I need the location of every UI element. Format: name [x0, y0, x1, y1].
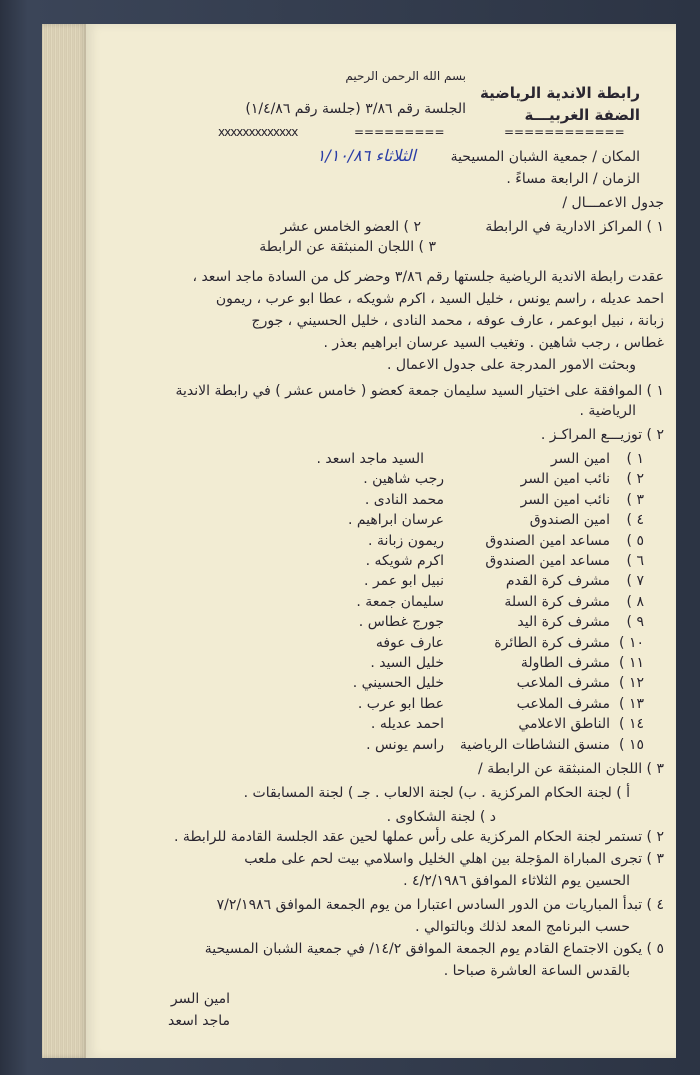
body-line: زبانة ، نبيل ابوعمر ، عارف عوفه ، محمد النادى ، خليل الحسيني ، جورج [251, 313, 664, 329]
position-role: نائب امين السر [520, 491, 610, 508]
signature-name: ماجد اسعد [168, 1013, 230, 1029]
position-name: عرسان ابراهيم . [347, 512, 444, 529]
position-role: مشرف كرة الطائرة [494, 634, 610, 651]
position-name: رجب شاهين . [363, 471, 444, 488]
position-number: ٣ ) [626, 491, 644, 508]
agenda-item-3: ٣ ) اللجان المنبثقة عن الرابطة [259, 239, 436, 255]
resolution-1-line: ١ ) الموافقة على اختيار السيد سليمان جمعة كعضو ( خامس عشر ) في رابطة الاندية [175, 383, 664, 399]
position-name: اكرم شويكه . [365, 553, 444, 569]
position-number: ٢ ) [626, 471, 644, 488]
position-name: السيد ماجد اسعد . [316, 451, 424, 467]
decision-line: ٥ ) يكون الاجتماع القادم يوم الجمعة الموافق ١٤/٢/ في جمعية الشبان المسيحية [204, 941, 664, 957]
position-number: ٨ ) [626, 593, 644, 610]
position-name: ريمون زبانة . [368, 532, 444, 549]
underline-session: ========= [354, 125, 445, 139]
agenda-title: جدول الاعمـــال / [562, 195, 664, 211]
position-role: منسق النشاطات الرياضية [459, 736, 610, 753]
underline-region: ============ [504, 125, 625, 139]
underline-x: xxxxxxxxxxxxx [218, 125, 298, 139]
session-line: الجلسة رقم ٣/٨٦ (جلسة رقم ١/٤/٨٦) [245, 101, 466, 117]
position-role: مساعد امين الصندوق [485, 553, 610, 569]
position-number: ١١ ) [619, 655, 644, 671]
position-name: محمد النادى . [364, 491, 444, 508]
position-number: ٦ ) [626, 553, 644, 569]
decision-line: حسب البرنامج المعد لذلك وبالتوالي . [415, 919, 630, 935]
position-role: مساعد امين الصندوق [485, 532, 610, 549]
handwritten-date: الثلاثاء ١/١٠/٨٦ [316, 146, 416, 165]
decision-line: ٤ ) تبدأ المباريات من الدور السادس اعتبارا من يوم الجمعة الموافق ٧/٢/١٩٨٦ [216, 897, 664, 913]
position-role: مشرف الملاعب [516, 695, 610, 712]
committees-line: د ) لجنة الشكاوى . [386, 809, 496, 825]
position-role: مشرف الملاعب [516, 675, 610, 692]
position-name: سليمان جمعة . [356, 593, 444, 610]
position-number: ٤ ) [626, 512, 644, 529]
committees-line: أ ) لجنة الحكام المركزية . ب) لجنة الالعاب . جـ ) لجنة المسابقات . [243, 785, 630, 801]
page-edges [42, 24, 88, 1058]
position-name: راسم يونس . [366, 736, 444, 753]
meeting-time: الزمان / الرابعة مساءً . [506, 171, 640, 187]
meeting-place: المكان / جمعية الشبان المسيحية [450, 149, 640, 165]
document-page [86, 24, 676, 1058]
decision-line: الحسين يوم الثلاثاء الموافق ٤/٢/١٩٨٦ . [403, 873, 630, 889]
position-number: ١٤ ) [619, 716, 644, 733]
position-number: ١ ) [626, 451, 644, 467]
decision-line: ٣ ) تجرى المباراة المؤجلة بين اهلي الخليل واسلامي بيت لحم على ملعب [244, 851, 664, 867]
positions-title: ٢ ) توزيـــع المراكـز . [540, 427, 664, 443]
region-title: الضفة الغربيـــة [524, 106, 640, 124]
decision-line: بالقدس الساعة العاشرة صباحا . [443, 963, 630, 979]
position-name: عارف عوفه [375, 634, 444, 651]
position-role: نائب امين السر [520, 471, 610, 488]
org-title: رابطة الاندية الرياضية [480, 84, 640, 102]
signature-title: امين السر [170, 991, 230, 1007]
position-number: ٩ ) [626, 614, 644, 631]
basmala: بسم الله الرحمن الرحيم [345, 69, 466, 83]
position-name: خليل السيد . [370, 655, 444, 671]
position-name: نبيل ابو عمر . [364, 573, 444, 590]
position-number: ١٠ ) [619, 634, 644, 651]
decision-line: ٢ ) تستمر لجنة الحكام المركزية على رأس عملها لحين عقد الجلسة القادمة للرابطة . [174, 829, 664, 845]
position-number: ٥ ) [626, 532, 644, 549]
position-number: ١٥ ) [619, 736, 644, 753]
position-number: ١٢ ) [619, 675, 644, 692]
position-name: عطا ابو عرب . [357, 695, 444, 712]
position-role: امين السر [550, 451, 610, 467]
position-role: مشرف كرة السلة [504, 593, 610, 610]
body-line: عقدت رابطة الاندية الرياضية جلستها رقم ٣/٨٦ وحضر كل من السادة ماجد اسعد ، [192, 269, 664, 285]
position-name: احمد عديله . [370, 716, 444, 733]
resolution-1-line: الرياضية . [579, 403, 636, 419]
position-role: مشرف الطاولة [520, 655, 610, 671]
committees-title: ٣ ) اللجان المنبثقة عن الرابطة / [478, 761, 664, 777]
body-line: احمد عديله ، راسم يونس ، خليل السيد ، اكرم شويكه ، عطا ابو عرب ، ريمون [215, 291, 664, 307]
position-number: ١٣ ) [619, 695, 644, 712]
position-number: ٧ ) [626, 573, 644, 590]
position-role: مشرف كرة اليد [517, 614, 610, 631]
body-line: غطاس ، رجب شاهين . وتغيب السيد عرسان ابراهيم بعذر . [323, 335, 664, 351]
position-name: جورج غطاس . [358, 614, 444, 631]
agenda-item-2: ٢ ) العضو الخامس عشر [280, 219, 421, 235]
agenda-item-1: ١ ) المراكز الادارية في الرابطة [485, 219, 664, 235]
position-role: الناطق الاعلامي [518, 716, 610, 733]
discussed-line: وبحثت الامور المدرجة على جدول الاعمال . [386, 357, 636, 373]
position-role: مشرف كرة القدم [505, 573, 610, 590]
position-name: خليل الحسيني . [352, 675, 444, 692]
position-role: امين الصندوق [529, 512, 610, 529]
